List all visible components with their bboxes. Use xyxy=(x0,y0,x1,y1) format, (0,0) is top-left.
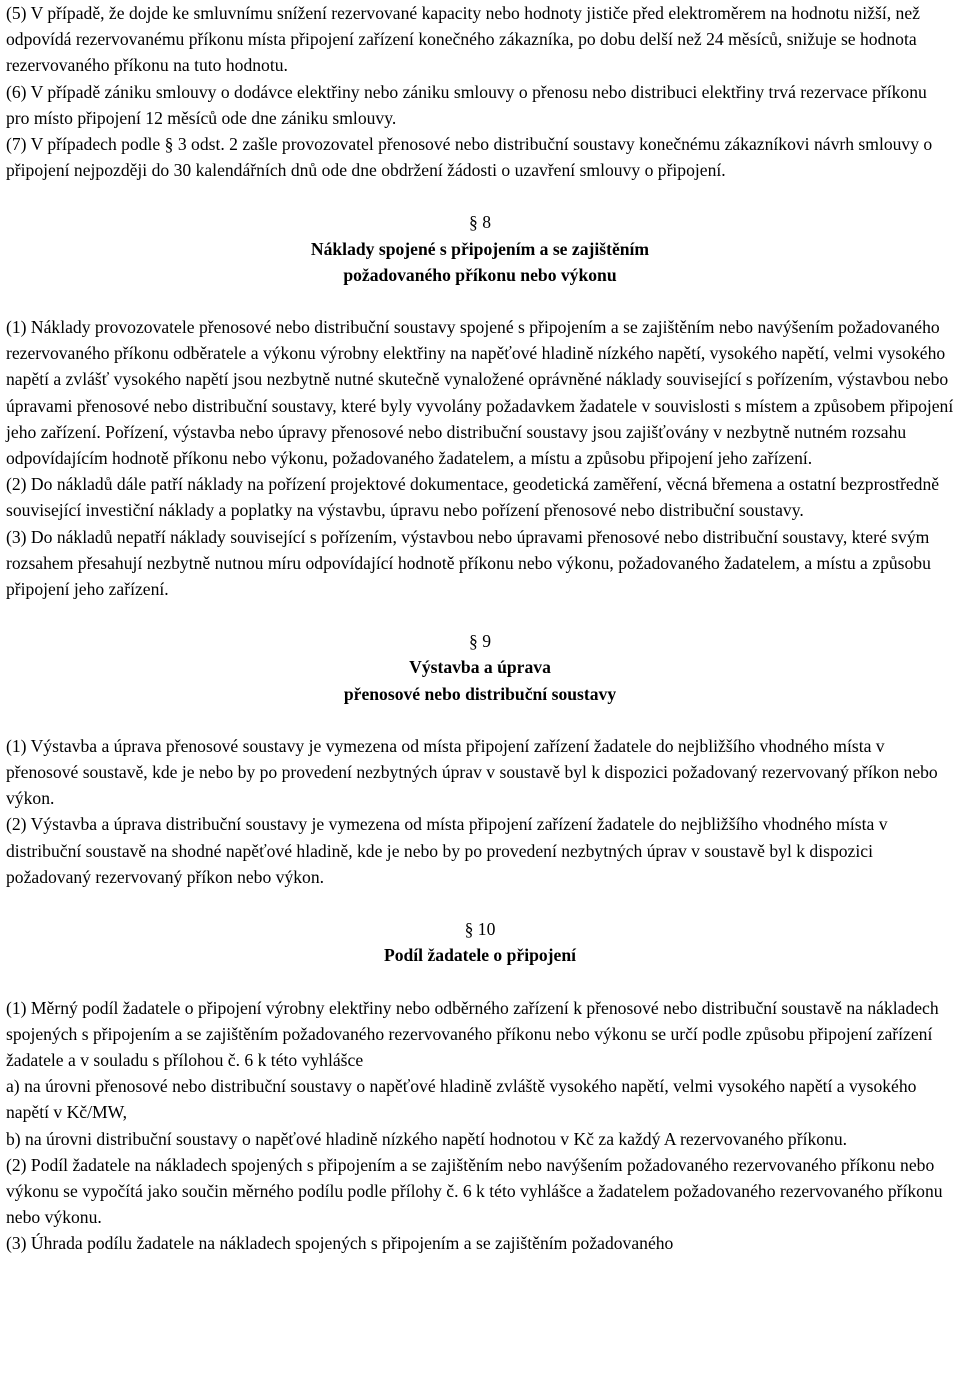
section-8-title-line1: Náklady spojené s připojením a se zajištěním xyxy=(310,238,650,259)
paragraph-10-1a: a) na úrovni přenosové nebo distribuční soustavy o napěťové hladině zvláště vysokého napětí, velmi vysokého napětí a vysokého napětí v Kč/MW, xyxy=(6,1076,917,1123)
paragraph-8-2: (2) Do nákladů dále patří náklady na pořízení projektové dokumentace, geodetická zaměření, věcná břemena a ostatní bezprostředně související investiční náklady a poplatky na výstavbu, úpravu nebo pořízení přenosové nebo distribuční soustavy. xyxy=(6,474,940,521)
paragraph-10-2: (2) Podíl žadatele na nákladech spojených s připojením a se zajištěním nebo navýšením požadovaného rezervovaného příkonu nebo výkonu se vypočítá jako součin měrného podílu podle přílohy č. 6 k této vyhlášce a žadatelem požadovaného rezervovaného příkonu nebo výkonu. xyxy=(6,1154,943,1228)
section-10-number: § 10 xyxy=(464,919,496,940)
paragraph-10-3: (3) Úhrada podílu žadatele na nákladech spojených s připojením a se zajištěním požadovaného xyxy=(6,1233,674,1254)
paragraph-7-6: (6) V případě zániku smlouvy o dodávce elektřiny nebo zániku smlouvy o přenosu nebo distribuci elektřiny trvá rezervace příkonu pro místo připojení 12 měsíců ode dne zániku smlouvy. xyxy=(6,81,927,128)
section-10 xyxy=(6,916,954,1256)
section-10-title-line1: Podíl žadatele o připojení xyxy=(383,945,577,966)
section-8 xyxy=(6,209,954,602)
section-8-number: § 8 xyxy=(469,212,491,233)
paragraph-7-5: (5) V případě, že dojde ke smluvnímu snížení rezervované kapacity nebo hodnoty jističe před elektroměrem na hodnotu nižší, než odpovídá rezervovanému příkonu místa připojení zařízení konečného zákazníka, po dobu delší než 24 měsíců, snižuje se hodnota rezervovaného příkonu na tuto hodnotu. xyxy=(6,3,920,76)
section-9 xyxy=(6,628,954,890)
continued-section-7 xyxy=(6,0,954,183)
section-9-number: § 9 xyxy=(469,631,491,652)
section-9-title-line1: Výstavba a úprava xyxy=(409,657,551,678)
paragraph-7-7: (7) V případech podle § 3 odst. 2 zašle provozovatel přenosové nebo distribuční soustavy konečnému zákazníkovi návrh smlouvy o připojení nejpozději do 30 kalendářních dnů ode dne obdržení žádosti o uzavření smlouvy o připojení. xyxy=(6,134,933,181)
paragraph-9-2: (2) Výstavba a úprava distribuční soustavy je vymezena od místa připojení zařízení žadatele do nejbližšího vhodného místa v distribuční soustavě na shodné napěťové hladině, kde je nebo by po provedení nezbytných úprav v soustavě byl k dispozici požadovaný rezervovaný příkon nebo výkon. xyxy=(6,814,888,887)
paragraph-9-1: (1) Výstavba a úprava přenosové soustavy je vymezena od místa připojení zařízení žadatele do nejbližšího vhodného místa v přenosové soustavě, kde je nebo by po provedení nezbytných úprav v soustavě byl k dispozici požadovaný rezervovaný příkon nebo výkon. xyxy=(6,735,938,809)
paragraph-10-1: (1) Měrný podíl žadatele o připojení výrobny elektřiny nebo odběrného zařízení k přenosové nebo distribuční soustavě na nákladech spojených s připojením a se zajištěním požadovaného rezervovaného příkonu nebo výkonu se určí podle způsobu připojení zařízení žadatele a v souladu s přílohou č. 6 k této vyhlášce xyxy=(6,997,939,1070)
section-9-title-line2: přenosové nebo distribuční soustavy xyxy=(343,683,617,704)
paragraph-8-1: (1) Náklady provozovatele přenosové nebo distribuční soustavy spojené s připojením a se zajištěním nebo navýšením požadovaného rezervovaného příkonu odběratele a výkonu výrobny elektřiny na napěťové hladině nízkého napětí, vysokého napětí, velmi vysokého napětí a zvlášť vysokého napětí jsou nezbytně nutné skutečně vynaložené oprávněné náklady související s pořízením, výstavbou nebo úpravami přenosové nebo distribuční soustavy, které byly vyvolány požadavkem žadatele v souvislosti s místem a způsobem připojení jeho zařízení. Pořízení, výstavba nebo úpravy přenosové nebo distribuční soustavy jsou zajišťovány v nezbytně nutném rozsahu odpovídajícím hodnotě příkonu nebo výkonu, požadovaného žadatelem, a místu a způsobu připojení jeho zařízení. xyxy=(6,317,954,469)
paragraph-8-3: (3) Do nákladů nepatří náklady související s pořízením, výstavbou nebo úpravami přenosové nebo distribuční soustavy, které svým rozsahem přesahují nezbytně nutnou míru odpovídající hodnotě příkonu nebo výkonu, požadovaného žadatelem, a místu a způsobu připojení jeho zařízení. xyxy=(6,526,931,600)
section-8-title-line2: požadovaného příkonu nebo výkonu xyxy=(343,264,617,285)
paragraph-10-1b: b) na úrovni distribuční soustavy o napěťové hladině nízkého napětí hodnotou v Kč za každý A rezervovaného příkonu. xyxy=(6,1128,848,1149)
